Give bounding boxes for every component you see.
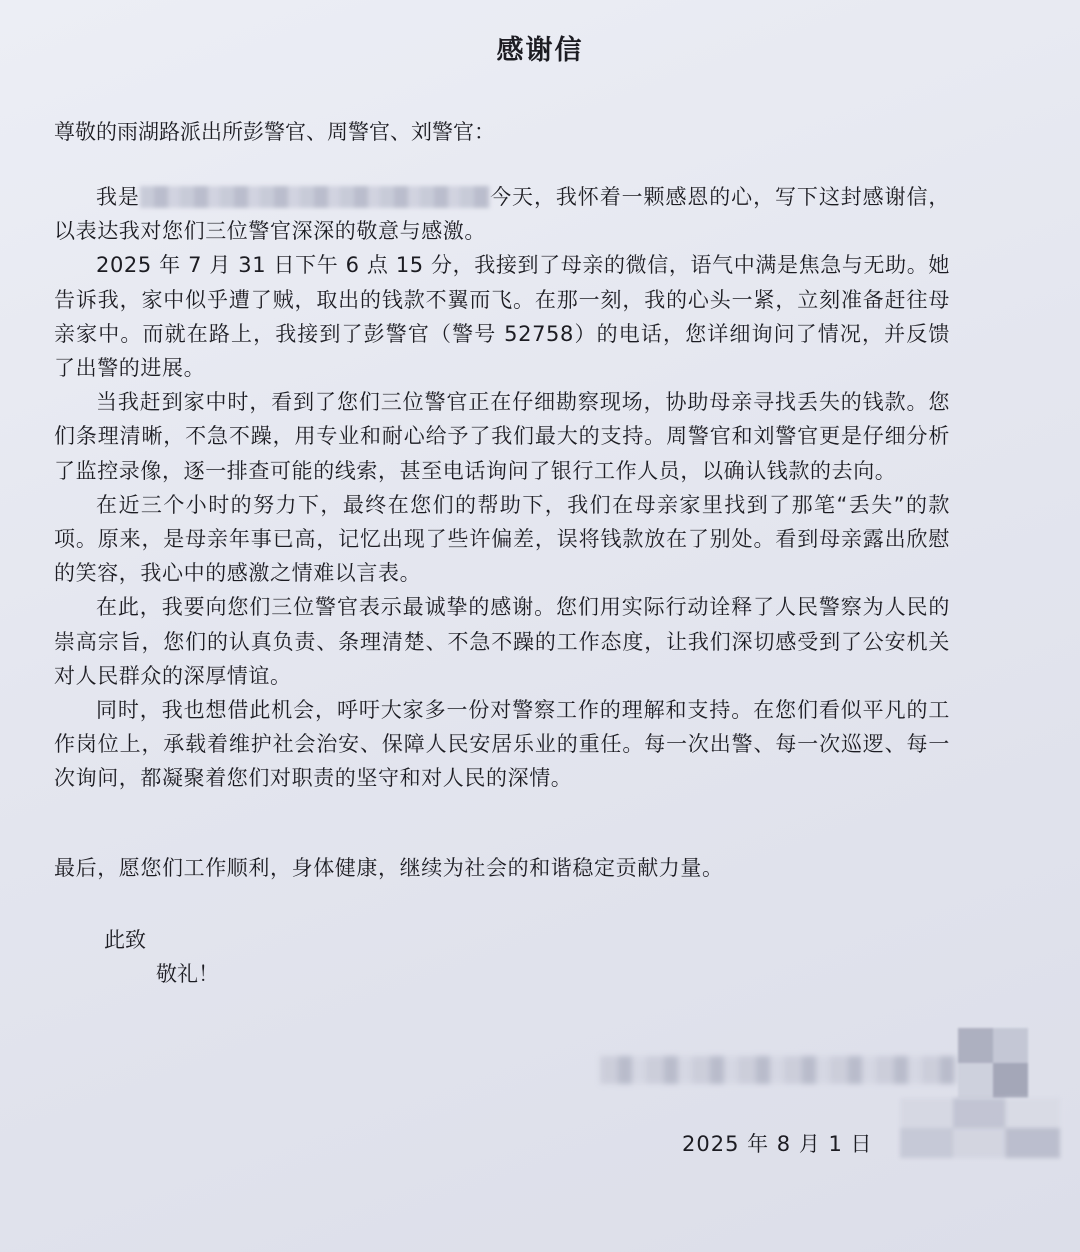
paragraph-6: 同时，我也想借此机会，呼吁大家多一份对警察工作的理解和支持。在您们看似平凡的工作岗位上，承载着维护社会治安、保障人民安居乐业的重任。每一次出警、每一次巡逻、每一次询问，都凝聚着您们对职责的坚守和对人民的深情。 [54,698,950,791]
letter-title: 感谢信 [496,35,584,66]
redacted-mosaic-2 [900,1098,1060,1158]
paragraph-3: 当我赶到家中时，看到了您们三位警官正在仔细勘察现场，协助母亲寻找丢失的钱款。您们条理清晰，不急不躁，用专业和耐心给予了我们最大的支持。周警官和刘警官更是仔细分析了监控录像，逐一排查可能的线索，甚至电话询问了银行工作人员，以确认钱款的去向。 [54,390,950,483]
closing-jingli: 敬礼！ [156,962,219,986]
closing-line: 最后，愿您们工作顺利，身体健康，继续为社会的和谐稳定贡献力量。 [54,856,724,880]
paragraph-1-rest: 今天，我怀着一颗感恩的心，写下这封感谢信，以表达我对您们三位警官深深的敬意与感激。 [54,185,950,244]
paragraph-1 [54,180,950,248]
paragraph-2: 2025 年 7 月 31 日下午 6 点 15 分，我接到了母亲的微信，语气中满是焦急与无助。她告诉我，家中似乎遭了贼，取出的钱款不翼而飞。在那一刻，我的心头一紧，立刻准备赶往母亲家中。而就在路上，我接到了彭警官（警号 52758）的电话，您详细询问了情况，并反馈了出警的进展。 [54,253,950,381]
redacted-mosaic-1 [958,1028,1028,1098]
letter-date: 2025 年 8 月 1 日 [682,1132,873,1156]
salutation: 尊敬的雨湖路派出所彭警官、周警官、刘警官： [54,120,495,144]
redacted-name-block [140,186,490,208]
paragraph-4: 在近三个小时的努力下，最终在您们的帮助下，我们在母亲家里找到了那笔“丢失”的款项。原来，是母亲年事已高，记忆出现了些许偏差，误将钱款放在了别处。看到母亲露出欣慰的笑容，我心中的感激之情难以言表。 [54,492,950,586]
closing-cizhi: 此致 [104,928,146,952]
letter-body [54,180,950,796]
paragraph-5: 在此，我要向您们三位警官表示最诚挚的感谢。您们用实际行动诠释了人民警察为人民的崇高宗旨，您们的认真负责、条理清楚、不急不躁的工作态度，让我们深切感受到了公安机关对人民群众的深厚情谊。 [54,595,950,688]
paragraph-1-start: 我是 [96,185,140,209]
redacted-signature [600,1056,960,1084]
